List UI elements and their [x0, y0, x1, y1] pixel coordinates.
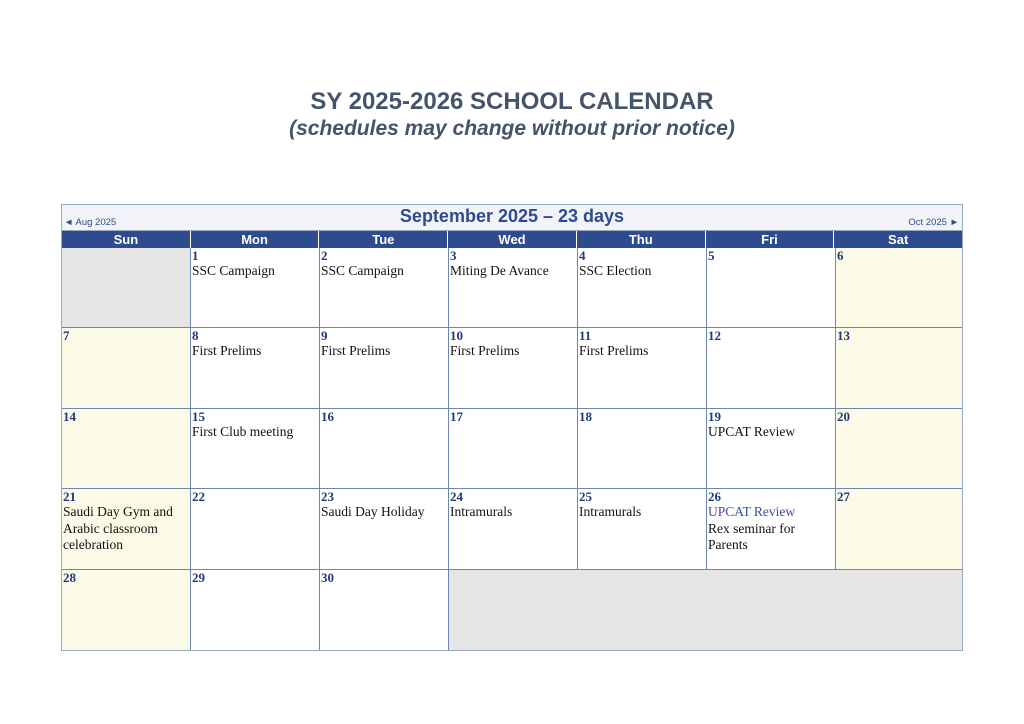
weekday-sat: Sat [888, 232, 909, 247]
day-cell[interactable] [449, 409, 578, 489]
calendar-event: SSC Election [579, 263, 652, 278]
calendar-event: First Prelims [192, 343, 262, 359]
day-cell[interactable] [449, 248, 578, 328]
day-cell[interactable] [320, 248, 449, 328]
weekday-mon: Mon [191, 231, 320, 248]
day-cell[interactable] [191, 409, 320, 489]
day-number: 14 [63, 408, 76, 424]
day-cell[interactable] [836, 409, 962, 489]
document-subtitle: (schedules may change without prior notice) [289, 117, 735, 140]
calendar-event: Saudi Day Holiday [321, 504, 425, 520]
day-number: 22 [192, 489, 205, 505]
weekday-tue: Tue [319, 231, 448, 248]
day-number: 4 [579, 248, 586, 263]
next-month-link[interactable]: Oct 2025 ► [908, 217, 959, 228]
calendar-event: SSC Campaign [192, 263, 275, 278]
day-number: 24 [450, 489, 463, 505]
calendar-event: Intramurals [579, 504, 642, 520]
empty-day-cell [62, 248, 191, 328]
day-number: 25 [579, 489, 592, 505]
day-number: 18 [579, 408, 592, 424]
day-number: 1 [192, 248, 199, 263]
weekday-fri: Fri [706, 231, 835, 248]
document-title: SY 2025-2026 SCHOOL CALENDAR [310, 88, 714, 115]
calendar-event: First Prelims [450, 343, 520, 359]
calendar-event: First Prelims [321, 343, 391, 359]
day-cell[interactable] [320, 570, 449, 650]
calendar-event: Intramurals [450, 504, 513, 520]
calendar-event: UPCAT Review [708, 504, 796, 520]
day-cell[interactable] [707, 409, 836, 489]
day-number: 8 [192, 328, 199, 344]
day-number: 28 [63, 569, 76, 585]
day-number: 21 [63, 489, 76, 505]
day-cell[interactable] [191, 328, 320, 408]
day-cell[interactable] [578, 489, 707, 569]
day-cell[interactable] [191, 570, 320, 650]
day-number: 15 [192, 408, 205, 424]
calendar-grid [62, 248, 962, 650]
day-cell[interactable] [578, 409, 707, 489]
day-cell[interactable] [578, 328, 707, 408]
day-number: 5 [708, 248, 715, 263]
day-cell[interactable] [62, 570, 191, 650]
day-number: 3 [450, 248, 457, 263]
day-number: 19 [708, 408, 721, 424]
day-cell[interactable] [836, 489, 962, 569]
day-number: 30 [321, 569, 334, 585]
weekday-header-row [62, 231, 962, 248]
prev-month-link[interactable]: ◄ Aug 2025 [64, 217, 117, 228]
day-number: 6 [837, 248, 844, 263]
day-cell[interactable] [836, 328, 962, 408]
calendar-event: First Prelims [579, 343, 649, 359]
empty-days-span [449, 570, 962, 650]
calendar-event: UPCAT Review [708, 423, 796, 439]
weekday-wed: Wed [448, 231, 577, 248]
day-number: 20 [837, 408, 850, 424]
day-number: 26 [708, 489, 721, 505]
day-cell[interactable] [707, 248, 836, 328]
day-number: 27 [837, 489, 850, 505]
day-cell[interactable] [578, 248, 707, 328]
calendar-event: Saudi Day Gym and Arabic classroom celebration [63, 504, 173, 553]
day-cell[interactable] [320, 409, 449, 489]
month-title: September 2025 – 23 days [399, 206, 625, 226]
month-calendar [61, 204, 963, 651]
day-cell[interactable] [836, 248, 962, 328]
day-cell[interactable] [320, 328, 449, 408]
day-cell[interactable] [320, 489, 449, 569]
day-number: 17 [450, 408, 463, 424]
calendar-event: SSC Campaign [321, 263, 404, 278]
day-cell[interactable] [62, 489, 191, 569]
day-number: 7 [63, 328, 70, 344]
day-number: 11 [579, 328, 592, 344]
day-cell[interactable] [191, 489, 320, 569]
weekday-thu: Thu [577, 231, 706, 248]
day-cell[interactable] [62, 409, 191, 489]
weekday-sun: Sun [62, 231, 191, 248]
day-number: 9 [321, 328, 328, 344]
day-number: 29 [192, 569, 205, 585]
day-number: 23 [321, 489, 334, 505]
calendar-event: Miting De Avance [450, 263, 549, 278]
day-cell[interactable] [449, 328, 578, 408]
calendar-event: First Club meeting [192, 423, 294, 439]
day-cell[interactable] [62, 328, 191, 408]
day-number: 12 [708, 328, 721, 344]
day-number: 16 [321, 408, 334, 424]
day-cell[interactable] [449, 489, 578, 569]
day-number: 13 [837, 328, 850, 344]
day-number: 10 [450, 328, 463, 344]
calendar-header [62, 205, 962, 231]
day-cell[interactable] [707, 328, 836, 408]
calendar-event: Rex seminar for Parents [708, 520, 795, 553]
day-cell[interactable] [707, 489, 836, 569]
day-cell[interactable] [191, 248, 320, 328]
day-number: 2 [321, 248, 328, 263]
